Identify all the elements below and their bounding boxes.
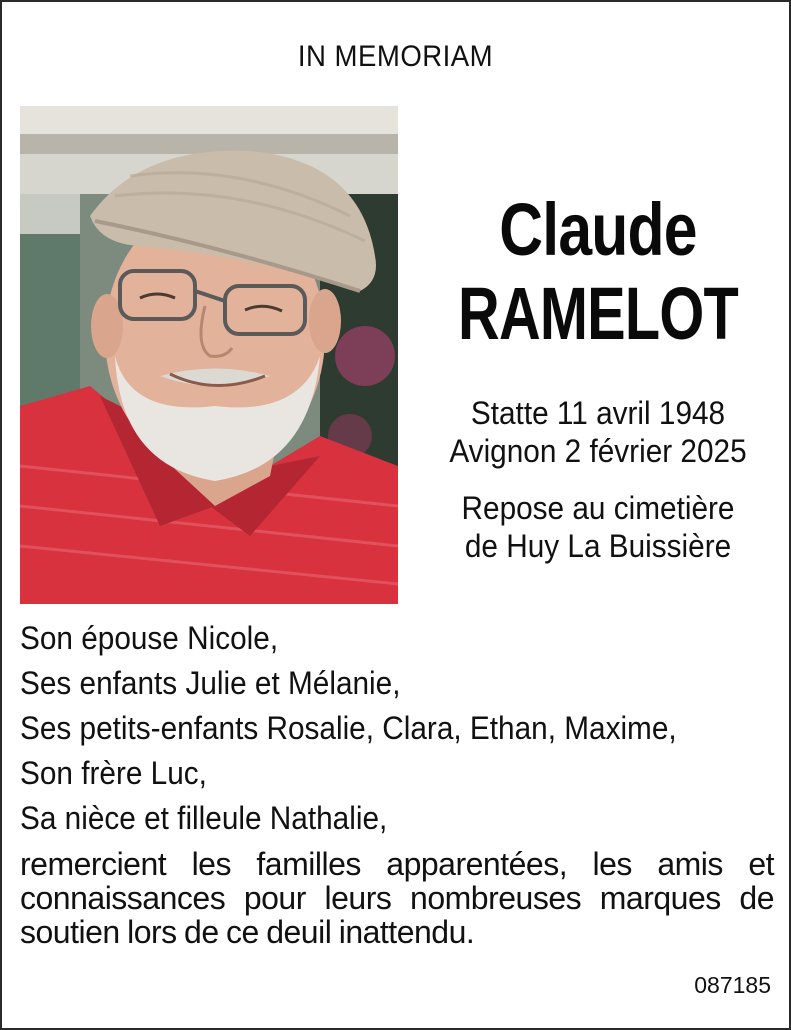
deceased-name: [412, 188, 784, 356]
burial-info: [425, 489, 771, 565]
last-name: RAMELOT: [458, 272, 738, 355]
family-list: [20, 616, 780, 841]
burial-line-1: Repose au cimetière: [461, 490, 735, 526]
reference-number: 087185: [694, 972, 771, 998]
burial-line-2: de Huy La Buissière: [464, 528, 732, 564]
family-line-niece: Sa nièce et filleule Nathalie,: [20, 800, 388, 836]
first-name: Claude: [499, 188, 697, 271]
family-line-spouse: Son épouse Nicole,: [20, 620, 279, 656]
family-line-brother: Son frère Luc,: [20, 755, 207, 791]
family-line-grandchildren: Ses petits-enfants Rosalie, Clara, Ethan, Maxime,: [20, 710, 677, 746]
thanks-paragraph: remercient les familles apparentées, les amis et connaissances pour leurs nombreuses marques de soutien lors de ce deuil inattendu.: [20, 846, 774, 950]
death-line: Avignon 2 février 2025: [449, 433, 747, 469]
header-title: IN MEMORIAM: [297, 40, 494, 73]
birth-line: Statte 11 avril 1948: [470, 395, 726, 431]
family-line-children: Ses enfants Julie et Mélanie,: [20, 665, 401, 701]
portrait-photo: [20, 106, 398, 604]
life-dates: [425, 394, 771, 470]
